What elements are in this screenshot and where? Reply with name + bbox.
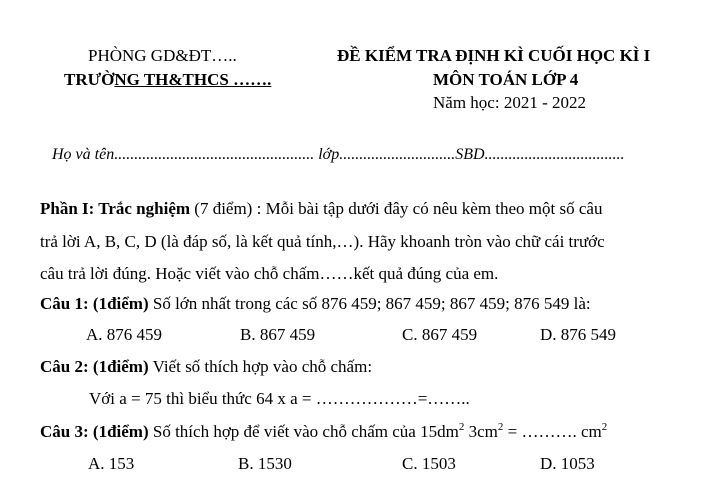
question-3 [40,422,607,442]
question-3-option-d: D. 1053 [540,454,595,473]
question-3-exp-b: 2 [497,421,504,433]
question-3-text-c: = ………. cm [503,422,602,441]
part1-instruction-1: Mỗi bài tập dưới đây có nêu kèm theo một số câu [265,199,603,218]
school-name [64,70,271,90]
question-1-text: Số lớn nhất trong các số 876 459; 867 459; 867 459; 876 549 là: [148,294,591,313]
question-3-label: Câu 3: [40,422,89,441]
school-name-prefix: TRƯỜ [64,70,115,89]
part1-line-3: câu trả lời đúng. Hoặc viết vào chỗ chấm……kết quả đúng của em. [40,264,499,283]
question-3-exp-a: 2 [458,421,465,433]
question-1-option-d: D. 876 549 [540,325,617,344]
question-3-option-b: B. 1530 [238,454,292,473]
part1-line-2: trả lời A, B, C, D (là đáp số, là kết quả tính,…). Hãy khoanh tròn vào chữ cái trước [40,232,605,251]
question-1-option-a: A. 876 459 [86,325,163,344]
question-3-points: (1điểm) [88,422,149,441]
question-3-text-a: Số thích hợp để viết vào chỗ chấm của 15dm [148,422,459,441]
question-2-text: Viết số thích hợp vào chỗ chấm: [148,357,373,376]
exam-title: ĐỀ KIỂM TRA ĐỊNH KÌ CUỐI HỌC KÌ I [337,46,651,65]
school-name-underlined: NG TH&THCS ……. [114,70,272,89]
part1-points: (7 điểm) : [190,199,266,218]
part1-line-1 [40,199,602,219]
question-2 [40,357,372,377]
part1-title: Phần I: Trắc nghiệm [40,199,191,218]
student-info-line: Họ và tên.................................................. lớp.............................SBD................................... [52,146,625,163]
question-3-text-b: 3cm [464,422,498,441]
question-2-label: Câu 2: [40,357,89,376]
question-2-points: (1điểm) [88,357,149,376]
school-year: Năm học: 2021 - 2022 [433,93,586,112]
question-1-option-c: C. 867 459 [402,325,478,344]
question-3-option-a: A. 153 [88,454,135,473]
question-3-exp-c: 2 [601,421,608,433]
question-1-option-b: B. 867 459 [240,325,316,344]
question-1 [40,294,591,314]
exam-subject: MÔN TOÁN LỚP 4 [433,70,579,89]
question-1-points: (1điểm) [88,294,149,313]
department-name: PHÒNG GD&ĐT….. [88,46,237,65]
question-2-expression: Với a = 75 thì biểu thức 64 x a = ………………=…….. [89,389,470,408]
question-1-label: Câu 1: [40,294,89,313]
question-3-option-c: C. 1503 [402,454,456,473]
